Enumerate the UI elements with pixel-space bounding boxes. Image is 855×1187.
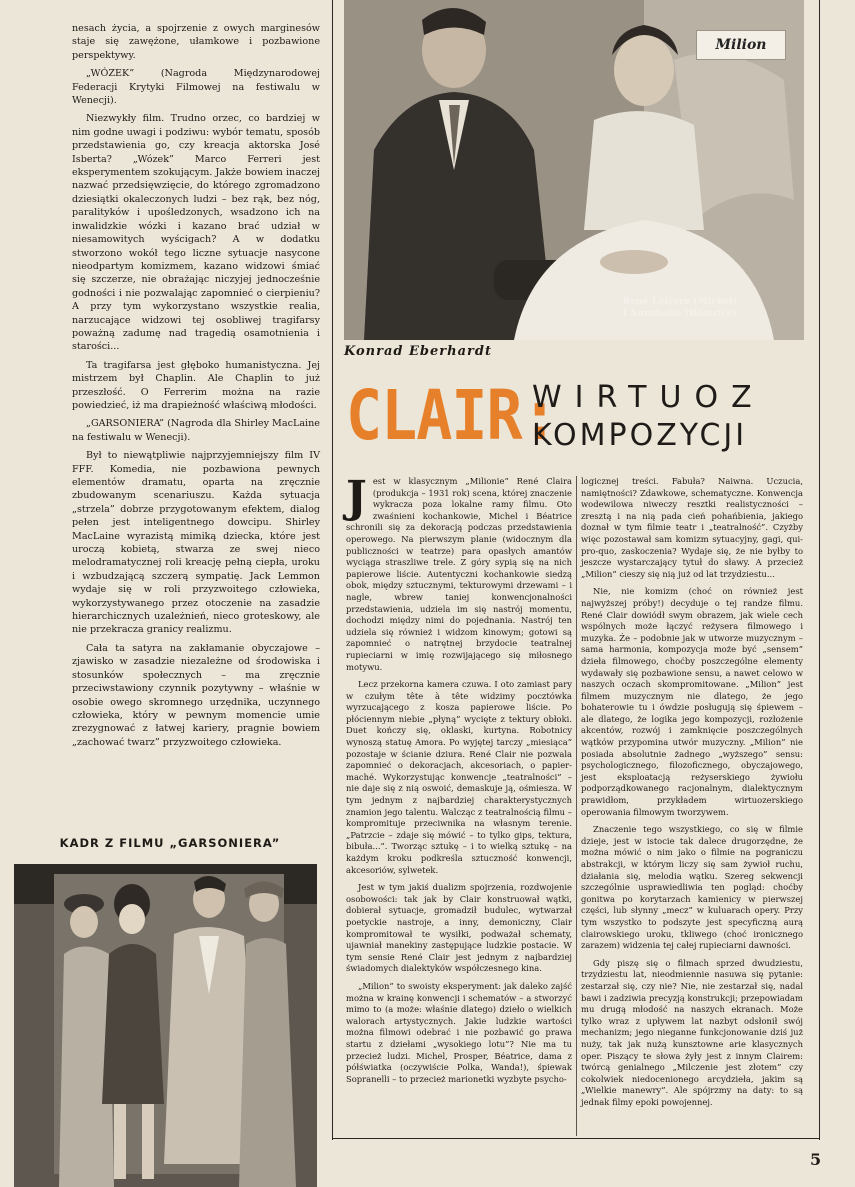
page-number: 5 [810,1150,822,1169]
article-paragraph [346,472,572,673]
caption-line: i Annabella (Béatrice) [623,308,737,319]
film-still-milion [344,0,804,340]
left-paragraph: nesach życia, a spojrzenie z owych marginesów staje się zawężone, ułamkowe i pozbawione perspektywy. [72,23,320,61]
photo-heading-garsoniera: KADR Z FILMU „GARSONIERA” [59,836,281,850]
left-paragraph: „WÓZEK” (Nagroda Międzynarodowej Federacji Krytyki Filmowej na festiwalu w Wenecji). [72,68,320,107]
caption-line: René Lefèvre (Michel) [622,296,738,307]
article-title-main: CLAIR: [346,375,557,457]
article-paragraph: Gdy piszę się o filmach sprzed dwudziestu, trzydziestu lat, nieodmiennie nasuwa się pytanie: zestarzał się, czy nie? Nie, nie zestarzał się, nadal bawi i zadziwia precyzją konstrukcji; przepowiadam mu drugą młodość na naszych ekranach. Może tylko wraz z upływem lat nazbyt odsłonił swój mechanizm; jego nieganne funkcjonowanie dziś już nuży, tak jak nużą kunsztowne arie klasycznych oper. Piszący te słowa żyły jest z innym Clairem: twórcą genialnego „Milczenie jest złotem” czy cokolwiek niedocenionego arcydzieła, jakim są „Wielkie manewry”. Ale spójrzmy na daty: to są jednak filmy epoki powojennej. [581,957,803,1107]
article-column-b [581,476,803,1114]
photo-caption [596,296,764,320]
frame-rule [819,0,820,1140]
left-paragraph: Ta tragifarsa jest głęboko humanistyczna. Jej mistrzem był Chaplin. Ale Chaplin to już przeszłość. O Ferrerim można na razie powiedzieć, iż ma drapieżność właściwą młodości. [72,359,320,411]
left-paragraph: Niezwykły film. Trudno orzec, co bardziej w nim godne uwagi i podziwu: wybór tematu, sposób przedstawienia go, czy kreacja aktorska José Isberta? „Wózek” Marco Ferreri jest eksperymentem szokującym. Jakże bowiem inaczej nazwać przedsięwzięcie, do którego zgromadzono dziesiątki okaleczonych ludzi – bez rąk, bez nóg, paralityków i upośledzonych, wsadzono ich na inwalidzkie wózki i kazano brać udział w niesamowitych wyścigach? A w dodatku stworzono wokół tego liczne sytuacje nasycone nieodpartym komizmem, kazano widzowi śmiać się szczerze, nie obrażając niczyjej jednocześnie godności i nie pozwalając zapomnieć o cierpieniu? A przy tym wykorzystano wszystkie realia, narzucające widzowi tej osobliwej tragifarsy poważną zadumę nad tragedią osamotnienia i starości... [72,113,320,353]
article-column-a [346,472,572,1091]
article-paragraph-text: est w klasycznym „Milionie” René Claira (produkcja – 1931 rok) scena, której znaczenie wykracza poza lokalne ramy filmu. Oto zwaśnieni kochankowie, Michel i Béatrice schronili się za dekoracją podczas przedstawienia operowego. Na pierwszym planie (widocznym dla publiczności w teatrze) para opasłych amantów wyciąga straszliwe trele. Z góry sypią się na nich papierowe liście. Autentyczni kochankowie siedzą obok, między sztucznymi, tekturowymi drzewami – i nagle, wbrew taniej konwencjonalności przedstawienia, udziela im się nastrój momentu, dochodzi między nimi do pojednania. Nastrój ten udziela się również i widzom kinowym; gotowi są zapomnieć o natrętnej brzydocie teatralnej rupieciarni w imię rozwijającego się miłosnego motywu. [346,476,572,672]
article-paragraph: Jest w tym jakiś dualizm spojrzenia, rozdwojenie osobowości: tak jak by Clair konstruował wątki, dobierał sytuacje, gromadził budulec, wytwarzał poetyckie nastroje, a inny, demoniczny, Clair kompromitował te wysiłki, podważał schematy, ujawniał manekiny zastępujące ludzkie postacie. W tym sensie René Clair jest jednym z najbardziej świadomych dialektyków współczesnego kina. [346,882,572,974]
article-author: Konrad Eberhardt [344,344,492,359]
article-paragraph: „Milion” to swoisty eksperyment: jak daleko zajść można w krainę konwencji i schematów – a stworzyć mimo to (a może: właśnie dlatego) dzieło o wielkich walorach artystycznych. Jakie ludzkie wartości można filmowi odebrać i nie pozbawić go prawa startu z dziełami „wysokiego lotu”? Nie ma tu przecież ludzi. Michel, Prosper, Béatrice, dama z półświatka (oczywiście Polka, Wanda!), śpiewak Sopranelli – to przecież marionetki wyzbyte psycho- [346,980,572,1084]
article-paragraph: logicznej treści. Fabuła? Naiwna. Uczucia, namiętności? Zdawkowe, schematyczne. Konwencja wodewilowa niweczy resztki realistyczności – zresztą i na nią pada cień pohańbienia, jakiego doznał w tym filmie teatr i „teatralność”. Czyżby więc pozostawał sam komizm sytuacyjny, gagi, qui-pro-quo, zaskoczenia? Wydaje się, że nie byłby to jeszcze wystarczający tytuł do sławy. A przecież „Milion” cieszy się nią już od lat trzydziestu... [581,476,803,579]
film-title-stamp: Milion [696,30,786,60]
frame-rule [332,1138,820,1139]
left-paragraph: „GARSONIERA” (Nagroda dla Shirley MacLaine na festiwalu w Wenecji). [72,418,320,443]
left-paragraph: Cała ta satyra na zakłamanie obyczajowe – zjawisko w zasadzie niezależne od środowiska i stosunków społecznych – ma zręcznie przeciwstawiony czynnik pozytywny – właśnie w osobie owego skromnego urzędnika, uczynnego człowieka, który w pewnym momencie umie zrezygnować z łatwej kariery, pragnie bowiem „zachować twarz” przyzwoitego człowieka. [72,642,320,748]
article-title-line2: KOMPOZYCJI [532,418,748,453]
left-column-text [72,22,320,754]
column-rule [332,0,333,1140]
article-paragraph: Nie, nie komizm (choć on również jest najwyższej próby!) decyduje o tej randze filmu. René Clair dowiódł swym obrazem, jak wiele cech wspólnych może łączyć reżysera filmowego i muzyka. Że – podobnie jak w utworze muzycznym – sama harmonia, kompozycja może być „sensem” dzieła filmowego, choćby poszczególne elementy wydawały się pozbawione sensu, a nawet celowo w naszych oczach skompromitowane. „Milion” jest filmem muzycznym nie dlatego, że jego bohaterowie tu i ówdzie posługują się śpiewem – ale dlatego, że logika jego kompozycji, rozłożenie akcentów, rozwój i zamknięcie poszczególnych wątków przypomina utwór muzyczny. „Milion” nie posiada absolutnie żadnego „wyższego” sensu: psychologicznego, filozoficznego, obyczajowego, jest eksploatacją reżyserskiego żywiołu podporządkowanego racjonalnym, dialektycznym prawidłom, przykładem wirtuozerskiego operowania filmowym tworzywem. [581,586,803,817]
film-still-illustration [14,864,317,1187]
column-rule [576,476,577,1136]
article-title-line1: WIRTUOZ [532,380,765,415]
article-paragraph: Lecz przekorna kamera czuwa. I oto zamiast pary w czułym tête à tête widzimy pocztówka wyrzucającego z kosza papierowe liście. Po płóciennym niebie „płyną” wycięte z tektury obłoki. Duet kończy się, oklaski, kurtyna. Robotnicy wynoszą statuę Amora. Po wyjętej tarczy „miesiąca” pozostaje w ścianie dziura. René Clair nie pozwala zapomnieć o dekoracjach, akcesoriach, o papier-maché. Wykorzystując konwencje „teatralności” – nie daje się z nią oswoić, demaskuje ją, ośmiesza. W tym jednym z najbardziej charakterystycznych znamion jego talentu. Walcząc z teatralnością filmu – kompromituje przeciwnika na własnym terenie. „Patrzcie – zdaje się mówić – to tylko gips, tektura, bibuła...”. Tworząc sztukę – i to wielką sztukę – na każdym kroku podkreśla sztuczność konwencji, akcesoriów, sylwetek. [346,679,572,875]
drop-cap: J [346,472,367,523]
article-paragraph: Znaczenie tego wszystkiego, co się w filmie dzieje, jest w istocie tak dalece drugorzędne, że można mówić o nim jako o filmie na pograniczu abstrakcji, w którym liczy się sam żywioł ruchu, działania się, melodia wątku. Szereg sekwencji szczególnie usprawiedliwia ten pogląd: choćby gonitwa po korytarzach kamienicy w pierwszej części, lub słynny „mecz” w kuluarach opery. Przy tym wszystko to podszyte jest specyficzną aurą clairowskiego uroku, tkliwego (choć ironicznego zarazem) widzenia tej całej rupieciarni dawności. [581,824,803,951]
film-still-garsoniera [14,864,317,1187]
left-paragraph: Był to niewątpliwie najprzyjemniejszy film IV FFF. Komedia, nie pozbawiona pewnych elementów dramatu, oparta na zręcznie zbudowanym scenariuszu. Każda sytuacja „strzela” dobrze przygotowanym efektem, dialog pełen jest inteligentnego dowcipu. Shirley MacLaine wyrazistą mimiką dziecka, które jest uroczą kobietą, stwarza ze swej nieco melodramatycznej roli kreację pełną ciepła, uroku i wzbudzającą szczerą sympatię. Jack Lemmon wydaje się w roli przyzwoitego człowieka, wykorzystywanego przez otoczenie na zasadzie hierarchicznych uzależnień, nieco groteskowy, ale nie przekracza granicy realizmu. [72,450,320,636]
